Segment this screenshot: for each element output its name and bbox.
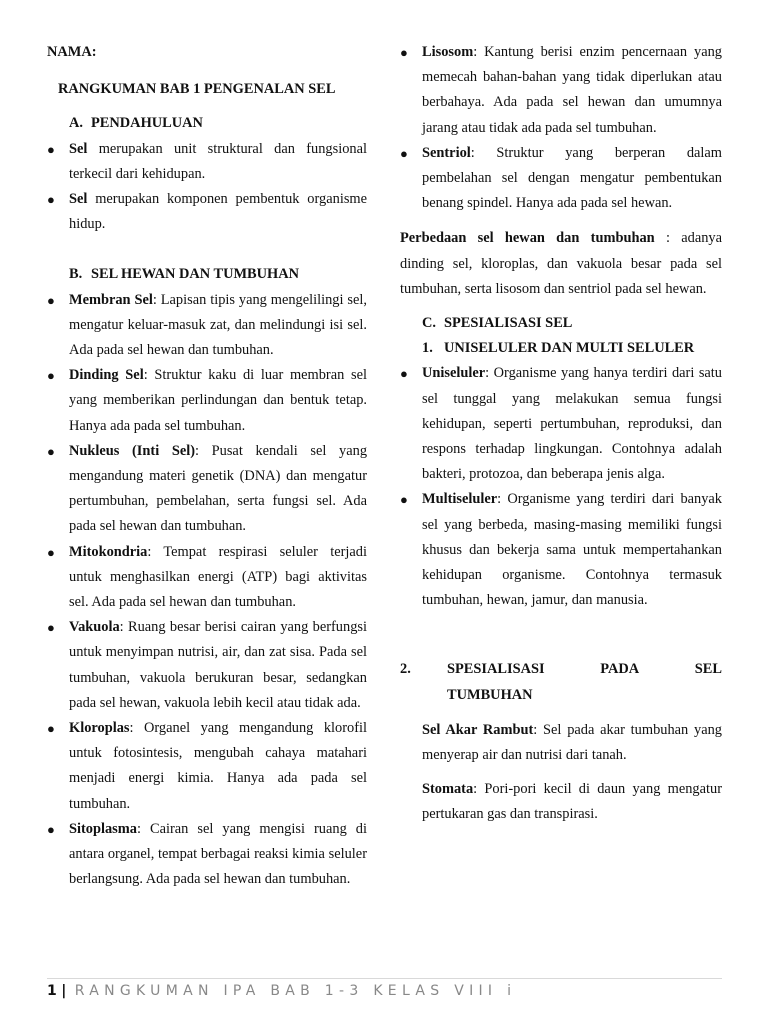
list-item: ● Sel merupakan komponen pembentuk organisme hidup.: [47, 187, 367, 237]
list-item: ● Lisosom: Kantung berisi enzim pencernaan yang memecah bahan-bahan yang tidak diperlukan atau berbahaya. Ada pada sel hewan dan umumnya jarang atau tidak ada pada sel tumbuhan.: [400, 40, 722, 141]
sel-akar-rambut-paragraph: Sel Akar Rambut: Sel pada akar tumbuhan yang menyerap air dan nutrisi dari tanah.: [422, 721, 722, 764]
bullet-icon: ●: [47, 141, 55, 157]
bullet-icon: ●: [400, 492, 408, 508]
bullet-icon: ●: [47, 192, 55, 208]
bullet-icon: ●: [400, 45, 408, 60]
list-item: ● Vakuola: Ruang besar berisi cairan yang berfungsi untuk menyimpan nutrisi, air, dan zat sisa. Pada sel tumbuhan, vakuola berukuran besar, sedangkan pada sel hewan, vakuola lebih kecil atau tidak ada.: [47, 615, 367, 716]
bullet-icon: ●: [47, 544, 55, 560]
section-c1-list: [400, 361, 722, 613]
list-item: ● Kloroplas: Organel yang mengandung klorofil untuk fotosintesis, mengubah cahaya matahari menjadi energi kimia. Hanya ada pada sel tumbuhan.: [47, 716, 367, 817]
bullet-icon: ●: [47, 620, 55, 636]
left-column: [47, 40, 367, 893]
list-item: ● Sitoplasma: Cairan sel yang mengisi ruang di antara organel, tempat berbagai reaksi kimia seluler berlangsung. Ada pada sel hewan dan tumbuhan.: [47, 817, 367, 893]
bullet-icon: ●: [400, 145, 408, 161]
bullet-icon: ●: [47, 292, 55, 308]
section-b-list-continued: [400, 40, 722, 216]
page-footer: [47, 978, 722, 1002]
document-title: RANGKUMAN BAB 1 PENGENALAN SEL: [58, 81, 336, 98]
subsection-1-heading: 1. UNISELULER DAN MULTI SELULER: [422, 340, 695, 357]
subsection-2-heading: 2. SPESIALISASI PADA SEL TUMBUHAN: [400, 661, 722, 703]
bullet-icon: ●: [47, 443, 55, 459]
right-column: [400, 40, 722, 828]
bullet-icon: ●: [47, 821, 55, 837]
section-a-heading: A. PENDAHULUAN: [69, 115, 203, 132]
list-item: ● Membran Sel: Lapisan tipis yang mengelilingi sel, mengatur keluar-masuk zat, dan melindungi isi sel. Ada pada sel hewan dan tumbuhan.: [47, 288, 367, 364]
section-a-list: [47, 137, 367, 238]
list-item: ● Sentriol: Struktur yang berperan dalam pembelahan sel dengan mengatur pembentukan benang spindel. Hanya ada pada sel hewan.: [400, 141, 722, 217]
bullet-icon: ●: [47, 368, 55, 384]
list-item: ● Dinding Sel: Struktur kaku di luar membran sel yang memberikan perlindungan dan bentuk tetap. Hanya ada pada sel tumbuhan.: [47, 363, 367, 439]
list-item: ● Sel merupakan unit struktural dan fungsional terkecil dari kehidupan.: [47, 137, 367, 187]
section-c-heading: C. SPESIALISASI SEL: [422, 315, 573, 332]
bullet-icon: ●: [400, 366, 408, 382]
list-item: ● Uniseluler: Organisme yang hanya terdiri dari satu sel tunggal yang melakukan semua fungsi kehidupan, seperti pertumbuhan, reproduksi, dan respons terhadap lingkungan. Contohnya adalah bakteri, protozoa, dan beberapa jenis alga.: [400, 361, 722, 487]
stomata-paragraph: Stomata: Pori-pori kecil di daun yang mengatur pertukaran gas dan transpirasi.: [422, 781, 722, 823]
page-number: 1: [47, 983, 57, 999]
list-item: ● Nukleus (Inti Sel): Pusat kendali sel yang mengandung materi genetik (DNA) dan mengatur pertumbuhan, pembelahan, serta fungsi sel. Ada pada sel hewan dan tumbuhan.: [47, 439, 367, 540]
section-b-list: [47, 288, 367, 893]
name-label: NAMA:: [47, 44, 97, 60]
footer-separator: |: [61, 983, 67, 999]
list-item: ● Mitokondria: Tempat respirasi seluler terjadi untuk menghasilkan energi (ATP) bagi aktivitas sel. Ada pada sel hewan dan tumbuhan.: [47, 540, 367, 616]
footer-text: RANGKUMAN IPA BAB 1-3 KELAS VIII i: [74, 983, 517, 999]
bullet-icon: ●: [47, 721, 55, 737]
section-b-heading: B. SEL HEWAN DAN TUMBUHAN: [69, 266, 300, 283]
differences-paragraph: Perbedaan sel hewan dan tumbuhan : adanya dinding sel, kloroplas, dan vakuola besar pada sel tumbuhan, serta lisosom dan sentriol pada sel hewan.: [400, 230, 722, 297]
list-item: ● Multiseluler: Organisme yang terdiri dari banyak sel yang berbeda, masing-masing memiliki fungsi khusus dan bekerja sama untuk mempertahankan kehidupan organisme. Contohnya termasuk tumbuhan, hewan, jamur, dan manusia.: [400, 487, 722, 613]
